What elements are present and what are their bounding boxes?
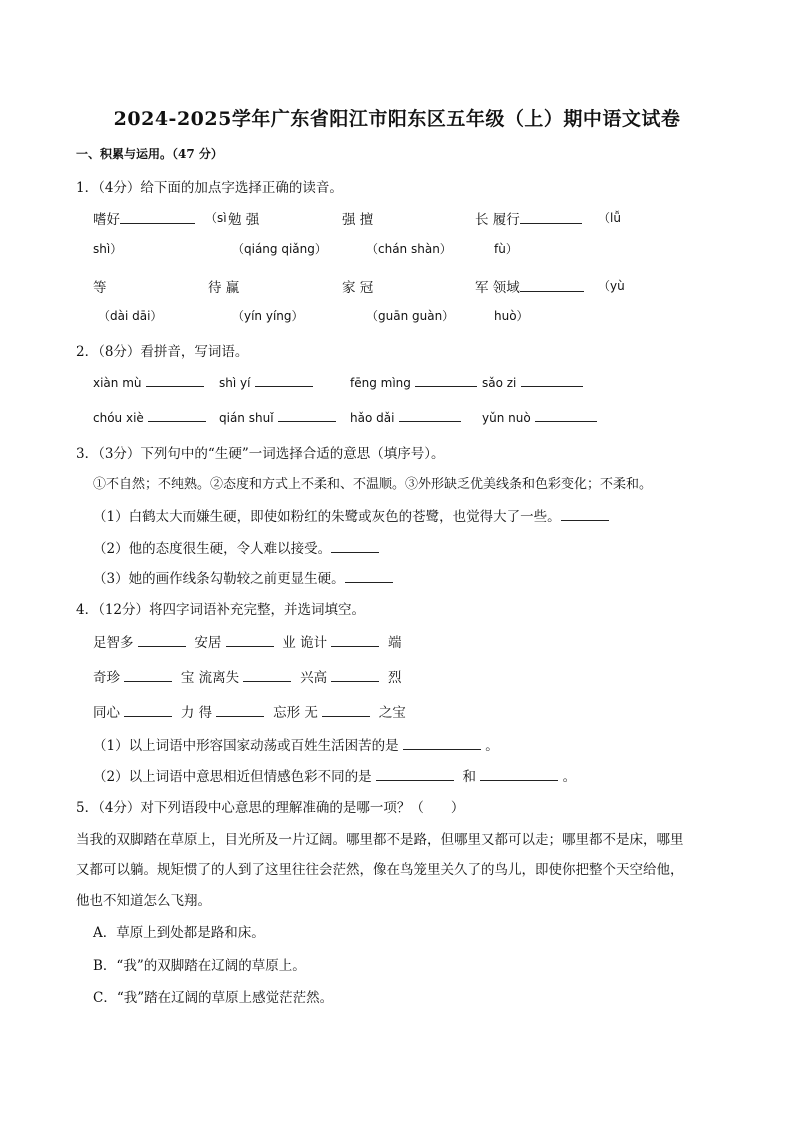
q1-option: huò） [494,309,529,323]
q1-word: 擅 [359,212,374,228]
q1-option: （guān guàn） [366,309,455,323]
sentence-text: （1）白鹤太大而嫌生硬，即使如粉红的朱鹭或灰色的苍鹭，也觉得大了一些。 [93,509,561,525]
answer-blank[interactable] [138,634,186,647]
q1-option: （qiáng qiǎng） [232,242,327,256]
pinyin: xiàn mù [93,376,142,390]
q5-stem: 5．（4分）对下列语段中心意思的理解准确的是哪一项？（ ） [76,800,465,816]
q1-option: （lǚ [598,211,621,225]
idiom-part: 足智多 [93,635,134,651]
page-title: 2024-2025学年广东省阳江市阳东区五年级（上）期中语文试卷 [113,108,681,130]
pinyin: chóu xiè [93,411,144,425]
sentence-text: （2）他的态度很生硬，令人难以接受。 [93,541,332,557]
answer-blank[interactable] [535,409,597,422]
q5-passage-line-2: 又都可以躺。规矩惯了的人到了这里往往会茫然，像在鸟笼里关久了的鸟儿，即使你把整个天空给他， [76,862,684,878]
answer-blank[interactable] [331,540,379,553]
punctuation: 。 [562,769,577,785]
q2-item [482,409,597,426]
q2-stem: 2．（8分）看拼音，写词语。 [76,344,249,360]
pinyin: yǔn nuò [482,411,531,425]
answer-blank[interactable] [520,211,582,224]
q2-item [219,374,313,391]
q1-option: （dài dāi） [98,309,163,323]
q3-meanings: ①不自然；不纯熟。②态度和方式上不柔和、不温顺。③外形缺乏优美线条和色彩变化；不柔和。 [93,477,653,492]
q4-sentence-2 [93,765,576,785]
q2-item [482,374,583,391]
answer-blank[interactable] [520,279,584,292]
q2-item [350,409,461,426]
q5-passage-line-1: 当我的双脚踏在草原上，目光所及一片辽阔。哪里都不是路，但哪里又都可以走；哪里都不是床，哪里 [76,832,684,848]
answer-blank[interactable] [148,409,206,422]
q1-word: 长 履行 [475,212,520,228]
answer-blank[interactable] [120,211,195,224]
q3-stem: 3．（3分）下列句中的“生硬”一词选择合适的意思（填序号）。 [76,446,445,462]
answer-blank[interactable] [403,737,481,750]
answer-blank[interactable] [226,634,274,647]
answer-blank[interactable] [345,570,393,583]
pinyin: hǎo dǎi [350,411,395,425]
punctuation: 。 [485,738,499,754]
q2-item [93,374,204,391]
q1-item-4 [475,208,582,228]
q1-word: 嗜好 [93,212,120,228]
q5-option-c[interactable]: C．“我”踏在辽阔的草原上感觉茫茫然。 [93,990,334,1006]
idiom-part: 力 得 [180,705,213,721]
connector: 和 [462,769,476,785]
idiom-part: 安居 [194,635,222,651]
answer-blank[interactable] [331,669,379,682]
idiom-part: 之宝 [378,705,406,721]
q1-stem: 1．（4分）给下面的加点字选择正确的读音。 [76,180,343,196]
answer-blank[interactable] [243,669,291,682]
q1-option: （yín yíng） [232,309,304,323]
pinyin: shì yí [219,376,251,390]
q5-option-a[interactable]: A．草原上到处都是路和床。 [93,925,265,941]
answer-blank[interactable] [322,704,370,717]
idiom-part: 同心 [93,705,120,721]
pinyin: sǎo zi [482,376,517,390]
idiom-part: 烈 [387,670,402,686]
answer-blank[interactable] [376,768,454,781]
q1-word: 军 领域 [475,280,520,296]
idiom-part: 忘形 无 [273,705,318,721]
q5-option-b[interactable]: B．“我”的双脚踏在辽阔的草原上。 [93,958,306,974]
q2-item [219,409,336,426]
sentence-text: （1）以上词语中形容国家动荡或百姓生活困苦的是 [93,738,399,754]
pinyin: fēng mìng [350,376,411,390]
q4-row-3 [93,701,406,721]
q4-row-2 [93,666,401,686]
answer-blank[interactable] [146,374,204,387]
answer-blank[interactable] [399,409,461,422]
q4-stem: 4．（12分）将四字词语补充完整，并选词填空。 [76,602,366,618]
answer-blank[interactable] [216,704,264,717]
q3-sentence-1 [93,505,609,525]
q2-item [350,374,477,391]
idiom-part: 兴高 [300,670,328,686]
q1-item-3: 强 擅 [342,212,374,228]
q2-item [93,409,206,426]
answer-blank[interactable] [480,768,558,781]
idiom-part: 端 [387,635,402,651]
idiom-part: 奇珍 [93,670,120,686]
q1-option: （chán shàn） [366,242,452,256]
answer-blank[interactable] [561,508,609,521]
idiom-part: 宝 流离失 [180,670,240,686]
q3-sentence-3 [93,567,393,587]
sentence-text: （3）她的画作线条勾勒较之前更显生硬。 [93,571,345,587]
pinyin: qián shuǐ [219,411,274,425]
q1-option: fù） [494,242,518,256]
q4-sentence-1 [93,734,499,754]
q1-item-6: 待 赢 [208,280,240,296]
q1-option: （yù [598,279,625,293]
q1-option: （sì [205,211,227,225]
q5-passage-line-3: 他也不知道怎么飞翔。 [76,893,211,909]
answer-blank[interactable] [415,374,477,387]
answer-blank[interactable] [255,374,313,387]
sentence-text: （2）以上词语中意思相近但情感色彩不同的是 [93,769,372,785]
answer-blank[interactable] [521,374,583,387]
q1-option: shì） [93,242,123,256]
q4-row-1 [93,631,401,651]
q1-item-1 [93,208,195,228]
q1-item-2: 勉 强 [228,212,260,228]
q1-item-8 [475,276,584,296]
answer-blank[interactable] [331,634,379,647]
q3-sentence-2 [93,537,379,557]
answer-blank[interactable] [124,669,172,682]
section-heading: 一、积累与运用。（47 分） [76,147,223,161]
idiom-part: 业 诡计 [282,635,328,651]
q1-item-5: 等 [93,280,107,296]
answer-blank[interactable] [124,704,172,717]
answer-blank[interactable] [278,409,336,422]
q1-item-7: 家 冠 [342,280,374,296]
